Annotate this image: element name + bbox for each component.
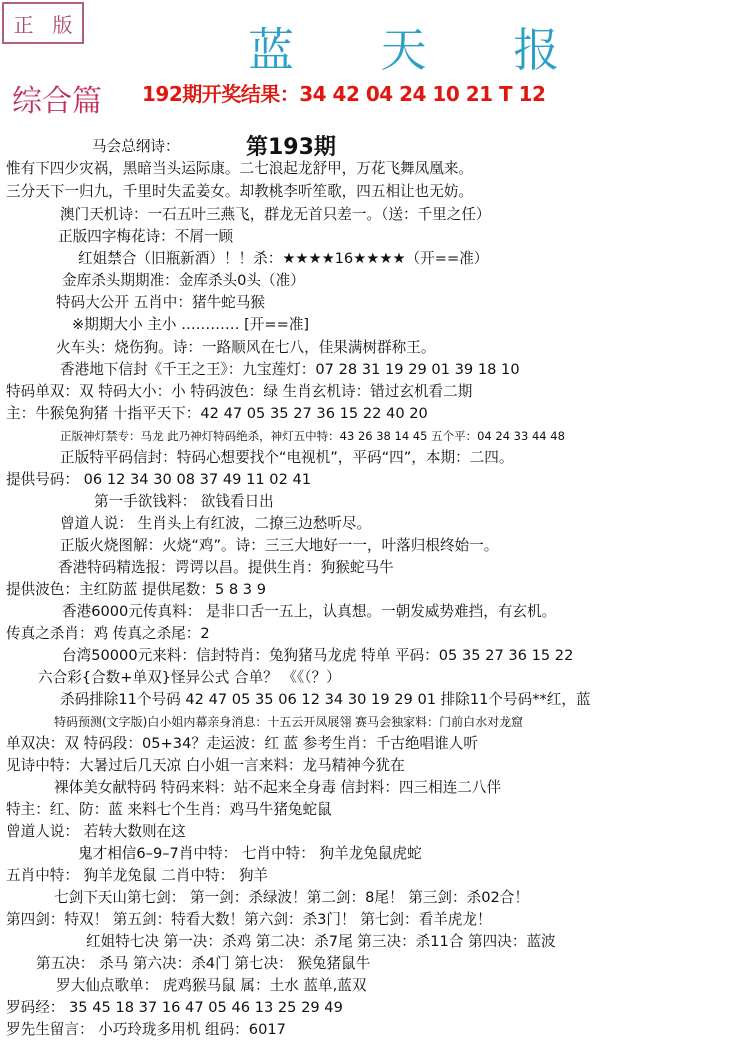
text-line: 第一手欲钱料： 欲钱看日出 <box>94 493 274 510</box>
text-line: 特码预测(文字版)白小姐内幕亲身消息：十五云开凤展翎 赛马会独家料：门前白水对龙窟 <box>54 715 524 729</box>
text-line: 罗先生留言： 小巧玲珑多用机 组码：6017 <box>6 1021 286 1038</box>
text-line: 七剑下天山第七剑： 第一剑：杀绿波！第二剑：8尾！ 第三剑：杀02合！ <box>54 889 529 906</box>
text-line: 正版神灯禁专：马龙 此乃神灯特码绝杀，神灯五中特：43 26 38 14 45 五个平：04 24 33 44 48 <box>60 429 565 443</box>
text-line: 特主：红、防：蓝 来料七个生肖：鸡马牛猪兔蛇鼠 <box>6 801 332 818</box>
text-line: 单双决：双 特码段：05+34？走运波：红 蓝 参考生肖：千古绝唱谁人听 <box>6 735 478 752</box>
text-line: 主：牛猴兔狗猪 十指平天下：42 47 05 35 27 36 15 22 40 20 <box>6 405 428 422</box>
text-line: 红姐特七决 第一决：杀鸡 第二决：杀7尾 第三决：杀11合 第四决：蓝波 <box>86 933 556 950</box>
text-line: 澳门天机诗：一石五叶三燕飞，群龙无首只差一。（送：千里之任） <box>60 206 491 223</box>
genuine-badge <box>2 2 84 44</box>
badge-char-right: 版 <box>52 12 73 37</box>
text-line: 特码大公开 五肖中：猪牛蛇马猴 <box>56 294 265 311</box>
newspaper-title: 蓝 天 报 <box>248 23 596 77</box>
text-line: 火车头：烧伤狗。诗：一路顺风在七八，佳果满树群称王。 <box>56 339 436 356</box>
text-line: ※期期大小 主小 ………… [开==准] <box>72 316 310 333</box>
text-line: 曾道人说： 若转大数则在这 <box>6 823 186 840</box>
text-line: 杀码排除11个号码 42 47 05 35 06 12 34 30 19 29 01 排除11个号码**红，蓝 <box>60 691 591 708</box>
text-line: 正版火烧图解：火烧“鸡”。诗：三三大地好一一，叶落归根终始一。 <box>60 537 499 554</box>
text-line: 裸体美女献特码 特码来料：站不起来全身毒 信封料：四三相连二八伴 <box>54 779 502 796</box>
text-line: 第四剑：特双！ 第五剑：特看大数！第六剑：杀3门！ 第七剑：看羊虎龙！ <box>6 911 492 928</box>
text-line: 香港6000元传真料： 是非口舌一五上，认真想。一朝发威势难挡，有玄机。 <box>62 603 557 620</box>
text-line: 见诗中特：大暑过后几天凉 白小姐一言来料：龙马精神今犹在 <box>6 757 405 774</box>
text-line: 罗大仙点歌单： 虎鸡猴马鼠 属：土水 蓝单,蓝双 <box>56 977 367 994</box>
previous-draw-result: 192期开奖结果：34 42 04 24 10 21 T 12 <box>142 82 546 106</box>
text-line: 红姐禁合（旧瓶新酒）！！杀：★★★★16★★★★（开==准） <box>78 250 489 267</box>
text-line: 金库杀头期期准：金库杀头0头（准） <box>62 272 305 289</box>
text-line: 特码单双：双 特码大小：小 特码波色：绿 生肖玄机诗：错过玄机看二期 <box>6 383 473 400</box>
text-line: 第五决： 杀马 第六决：杀4门 第七决： 猴兔猪鼠牛 <box>36 955 371 972</box>
text-line: 香港特码精选报：谔谔以昌。提供生肖：狗猴蛇马牛 <box>58 559 394 576</box>
text-line: 提供号码： 06 12 34 30 08 37 49 11 02 41 <box>6 471 312 488</box>
section-label: 综合篇 <box>12 84 102 119</box>
text-line: 马会总纲诗： <box>92 138 180 155</box>
badge-char-left: 正 <box>13 12 34 37</box>
text-line: 提供波色：主红防蓝 提供尾数：5 8 3 9 <box>6 581 267 598</box>
text-line: 鬼才相信6–9–7肖中特： 七肖中特： 狗羊龙兔鼠虎蛇 <box>78 845 422 862</box>
issue-number: 第193期 <box>246 135 336 160</box>
text-line: 正版特平码信封：特码心想要找个“电视机”，平码“四”，本期：二四。 <box>60 449 514 466</box>
text-line: 香港地下信封《千王之王》：九宝莲灯：07 28 31 19 29 01 39 18 10 <box>60 361 520 378</box>
text-line: 六合彩{合数+单双}怪异公式 合单？ 《《（？） <box>38 669 341 686</box>
text-line: 正版四字梅花诗：不屑一顾 <box>58 228 234 245</box>
text-line: 三分天下一归九，千里时失孟姜女。却教桃李听笙歌，四五相让也无妨。 <box>6 183 474 200</box>
text-line: 罗码经： 35 45 18 37 16 47 05 46 13 25 29 49 <box>6 999 343 1016</box>
text-line: 惟有下四少灾祸，黑暗当头运际康。二七浪起龙舒甲，万花飞舞凤凰来。 <box>6 160 474 177</box>
text-line: 传真之杀肖：鸡 传真之杀尾：2 <box>6 625 210 642</box>
text-line: 五肖中特： 狗羊龙兔鼠 二肖中特： 狗羊 <box>6 867 269 884</box>
text-line: 曾道人说： 生肖头上有红波，二撩三边愁听尽。 <box>60 515 372 532</box>
text-line: 台湾50000元来料：信封特肖：兔狗猪马龙虎 特单 平码：05 35 27 36 15 22 <box>62 647 574 664</box>
